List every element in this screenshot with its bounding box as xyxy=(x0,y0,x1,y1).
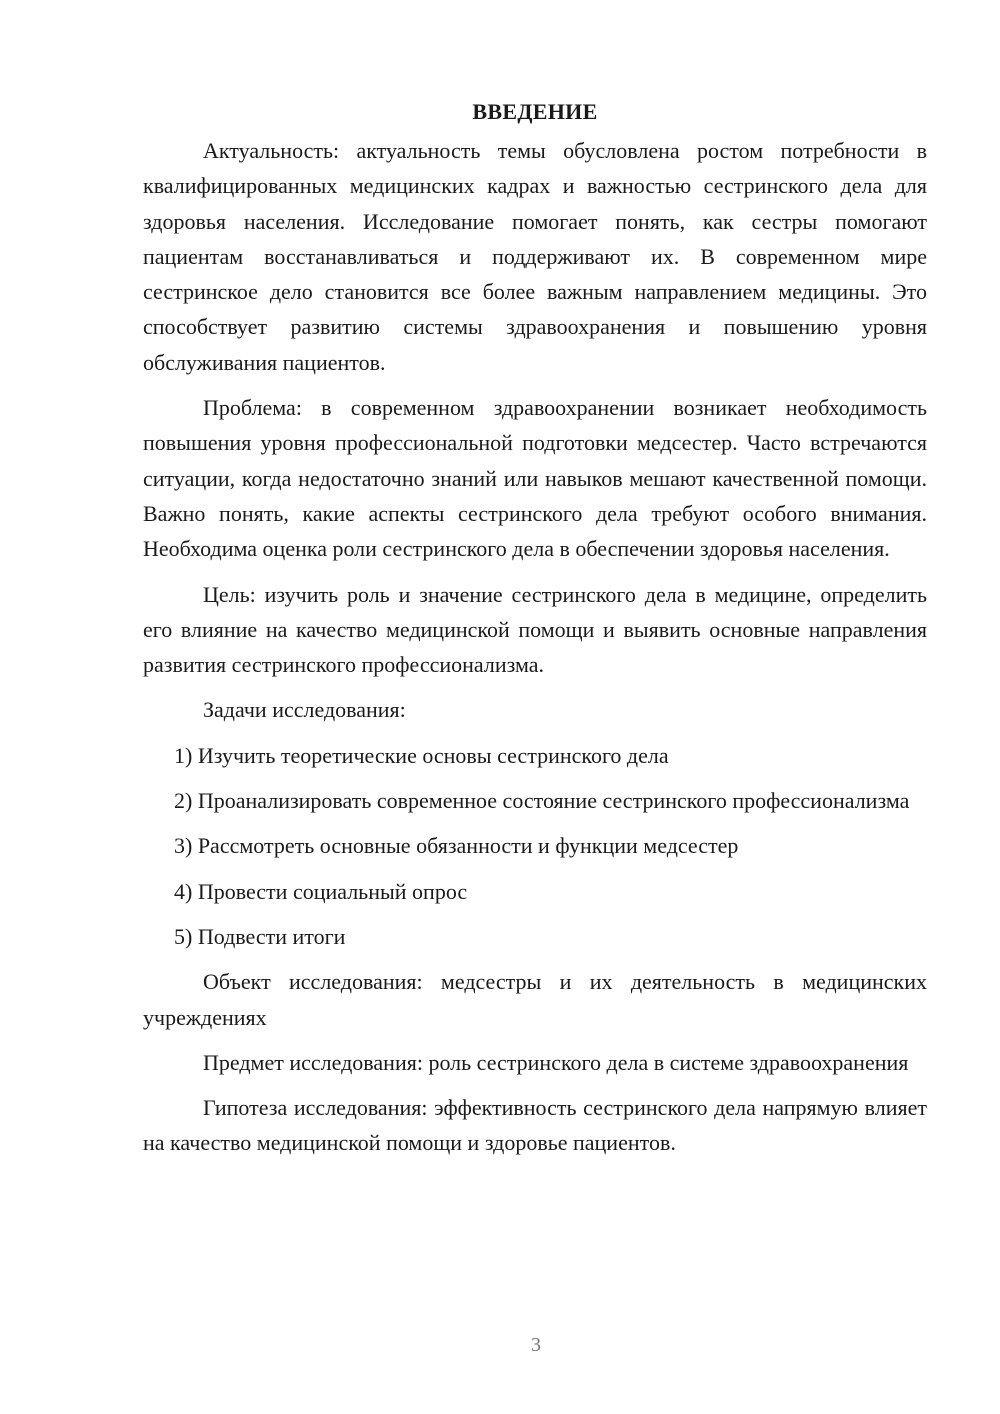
document-body xyxy=(143,94,927,1171)
section-title: ВВЕДЕНИЕ xyxy=(472,99,598,124)
relevance-paragraph: Актуальность: актуальность темы обусловлена ростом потребности в квалифицированных медицинских кадрах и важностью сестринского дела для здоровья населения. Исследование помогает понять, как сестры помогают пациентам восстанавливаться и поддерживают их. В современном мире сестринское дело становится все более важным направлением медицины. Это способствует развитию системы здравоохранения и повышению уровня обслуживания пациентов. xyxy=(143,138,927,375)
tasks-heading: Задачи исследования: xyxy=(203,697,406,723)
object-paragraph: Объект исследования: медсестры и их деятельность в медицинских учреждениях xyxy=(143,969,927,1030)
problem-paragraph: Проблема: в современном здравоохранении возникает необходимость повышения уровня профессиональной подготовки медсестер. Часто встречаются ситуации, когда недостаточно знаний или навыков мешают качественной помощи. Важно понять, какие аспекты сестринского дела требуют особого внимания. Необходима оценка роли сестринского дела в обеспечении здоровья населения. xyxy=(143,395,927,562)
page-number: 3 xyxy=(531,1334,541,1356)
hypothesis-paragraph: Гипотеза исследования: эффективность сестринского дела напрямую влияет на качество медицинской помощи и здоровье пациентов. xyxy=(143,1095,927,1156)
task-item: 4) Провести социальный опрос xyxy=(174,878,468,904)
task-item: 3) Рассмотреть основные обязанности и функции медсестер xyxy=(174,833,739,859)
task-item: 1) Изучить теоретические основы сестринского дела xyxy=(174,742,669,768)
subject-paragraph: Предмет исследования: роль сестринского дела в системе здравоохранения xyxy=(203,1049,909,1075)
task-item: 5) Подвести итоги xyxy=(174,923,346,949)
task-item: 2) Проанализировать современное состояние сестринского профессионализма xyxy=(174,788,910,814)
goal-paragraph: Цель: изучить роль и значение сестринского дела в медицине, определить его влияние на качество медицинской помощи и выявить основные направления развития сестринского профессионализма. xyxy=(143,581,927,678)
